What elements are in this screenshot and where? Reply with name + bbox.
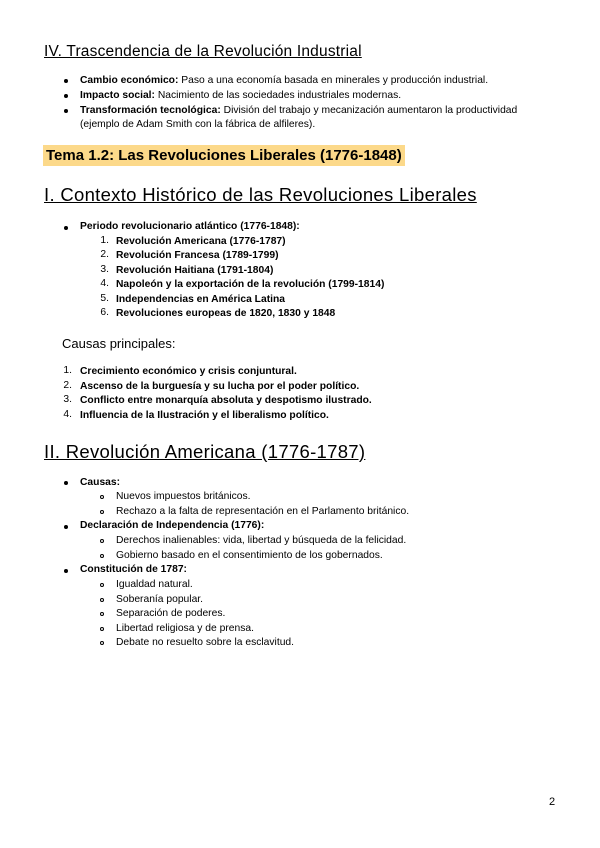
circle-bullet-icon (100, 598, 104, 602)
circle-bullet-icon (100, 641, 104, 645)
list-item: Debate no resuelto sobre la esclavitud. (116, 637, 295, 648)
list-number: 3. (100, 264, 109, 275)
list-item: Libertad religiosa y de prensa. (116, 623, 254, 634)
list-item: Igualdad natural. (116, 579, 193, 590)
list-item: Independencias en América Latina (116, 294, 285, 305)
circle-bullet-icon (100, 554, 104, 558)
list-item: Ascenso de la burguesía y su lucha por el poder político. (80, 381, 360, 392)
group-label: Constitución de 1787: (80, 564, 187, 575)
bullet-icon (64, 79, 68, 83)
list-item: Impacto social: Nacimiento de las sociedades industriales modernas. (80, 90, 402, 101)
list-item: Revoluciones europeas de 1820, 1830 y 1848 (116, 308, 336, 319)
list-item: Soberanía popular. (116, 594, 204, 605)
circle-bullet-icon (100, 510, 104, 514)
bullet-icon (64, 481, 68, 485)
causas-subtitle: Causas principales: (62, 336, 176, 351)
periodo-label: Periodo revolucionario atlántico (1776-1848): (80, 221, 300, 232)
list-item: Separación de poderes. (116, 608, 226, 619)
group-label: Causas: (80, 477, 121, 488)
list-number: 1. (63, 365, 72, 376)
section-i-title: I. Contexto Histórico de las Revoluciones Liberales (44, 184, 477, 205)
list-item: Crecimiento económico y crisis conjuntural. (80, 366, 297, 377)
list-number: 4. (63, 409, 72, 420)
bullet-icon (64, 94, 68, 98)
bullet-icon (64, 569, 68, 573)
list-number: 4. (100, 278, 109, 289)
list-item: Conflicto entre monarquía absoluta y despotismo ilustrado. (80, 395, 372, 406)
list-item: Revolución Haitiana (1791-1804) (116, 265, 274, 276)
bullet-icon (64, 525, 68, 529)
list-number: 2. (100, 249, 109, 260)
list-item: Derechos inalienables: vida, libertad y búsqueda de la felicidad. (116, 535, 407, 546)
section-ii-title: II. Revolución Americana (1776-1787) (44, 441, 366, 462)
section-iv-title: IV. Trascendencia de la Revolución Industrial (44, 43, 362, 60)
page-number: 2 (549, 796, 556, 808)
circle-bullet-icon (100, 612, 104, 616)
bullet-icon (64, 226, 68, 230)
list-item-continuation: (ejemplo de Adam Smith con la fábrica de alfileres). (80, 119, 316, 130)
list-item: Nuevos impuestos británicos. (116, 491, 251, 502)
list-number: 2. (63, 380, 72, 391)
bullet-icon (64, 109, 68, 113)
list-item: Influencia de la Ilustración y el liberalismo político. (80, 410, 329, 421)
list-item: Gobierno basado en el consentimiento de los gobernados. (116, 550, 383, 561)
list-item: Revolución Americana (1776-1787) (116, 236, 286, 247)
circle-bullet-icon (100, 495, 104, 499)
list-item: Transformación tecnológica: División del trabajo y mecanización aumentaron la productividad (80, 105, 518, 116)
tema-heading: Tema 1.2: Las Revoluciones Liberales (1776-1848) (43, 145, 405, 166)
list-number: 1. (100, 235, 109, 246)
group-label: Declaración de Independencia (1776): (80, 520, 265, 531)
list-number: 5. (100, 293, 109, 304)
circle-bullet-icon (100, 627, 104, 631)
list-number: 6. (100, 307, 109, 318)
list-item: Cambio económico: Paso a una economía basada en minerales y producción industrial. (80, 75, 489, 86)
list-item: Rechazo a la falta de representación en el Parlamento británico. (116, 506, 410, 517)
circle-bullet-icon (100, 539, 104, 543)
list-number: 3. (63, 394, 72, 405)
list-item: Napoleón y la exportación de la revolución (1799-1814) (116, 279, 385, 290)
list-item: Revolución Francesa (1789-1799) (116, 250, 279, 261)
circle-bullet-icon (100, 583, 104, 587)
